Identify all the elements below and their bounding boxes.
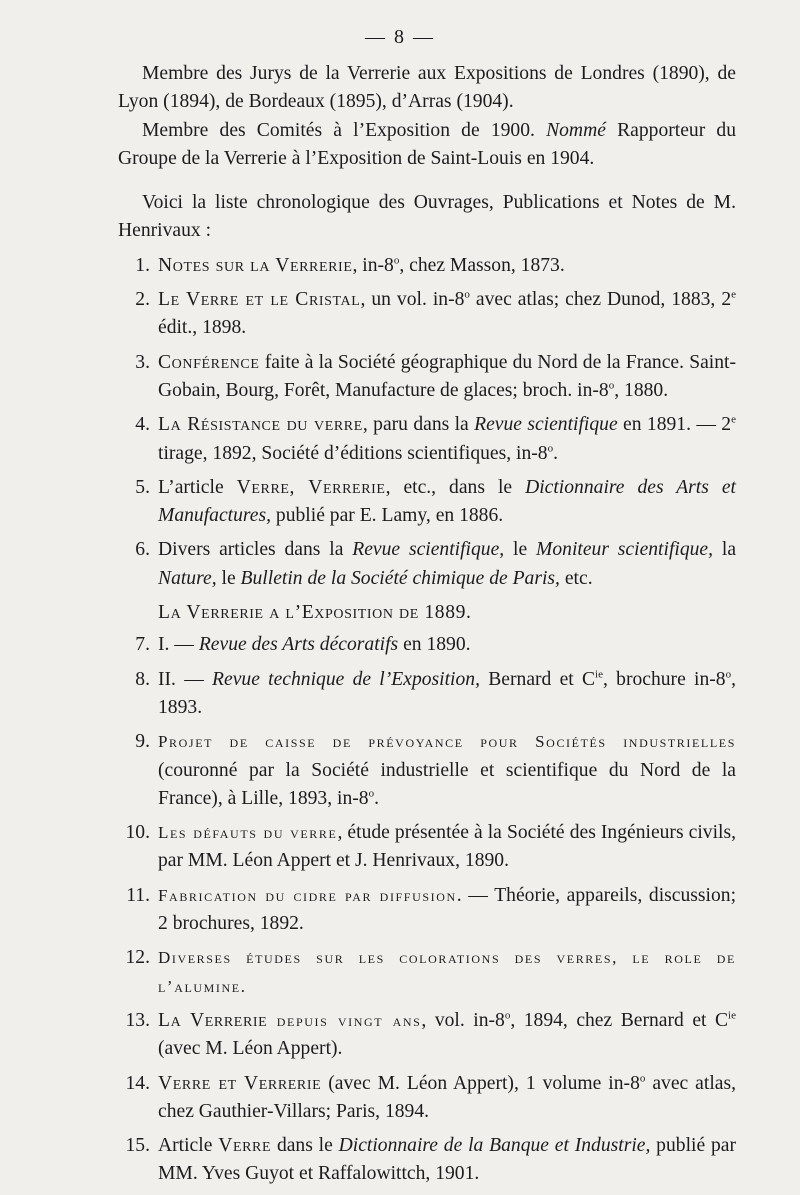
item-text: . [374,787,379,809]
item-number: 12. [125,947,150,969]
item-text: Revue technique de l’Exposition, [212,668,480,690]
list-item [118,252,736,280]
item-text: , un vol. in-8 [360,289,465,311]
item-text: le [504,539,537,561]
list-item [118,1007,736,1064]
item-text: , paru dans la [362,414,475,436]
paragraph-committees-text-end: Rapporteur du Groupe de la Verrerie à l’Exposition de Saint-Louis en 1904. [118,119,736,169]
item-text: Revue scientifique [474,414,618,436]
item-text: Notes sur la Verrerie [158,254,353,276]
item-text: Diverses études sur les colorations des verres, le role de l’alumine. [158,948,736,996]
item-text: , etc., dans le [385,476,526,498]
item-text: en 1891. — 2 [617,414,732,436]
works-list [118,252,736,1189]
item-text: . [553,442,559,464]
item-text: La Verrerie a l’Exposition de 1889. [158,602,472,624]
item-text: , 1894, chez Bernard et C [510,1009,729,1031]
list-item [118,728,736,813]
list-item [118,411,736,468]
item-text: o [547,442,554,455]
item-text: La Résistance du verre [158,414,363,436]
item-text: le [216,567,241,589]
list-item [118,819,736,876]
item-number: 3. [135,351,150,373]
item-number: 8. [135,668,150,690]
item-text: , étude présentée à la Société des Ingénieurs civils, par MM. Léon Appert et J. Henrivaux, 1890. [158,822,737,872]
page-number: — 8 — [365,26,435,48]
item-text: o [393,254,400,267]
item-text: tirage, 1892, Société d’éditions scientifiques, in-8 [158,442,548,464]
item-text: Verre [218,1135,272,1157]
item-number: 2. [135,289,150,311]
item-text: , 1880. [614,379,669,401]
item-text: I. — [158,634,199,656]
item-number: 11. [126,884,150,906]
item-text: en 1890. [398,634,471,656]
item-text: e [731,288,737,301]
list-item [118,349,736,406]
item-text: o [608,379,615,392]
item-text: Dictionnaire des Arts et Manufactures, [158,476,736,527]
item-text: Bernard et C [479,668,596,690]
list-item [118,1132,736,1189]
list-item [118,944,736,1001]
item-text: publié par E. Lamy, en 1886. [271,505,504,527]
list-item [118,1070,736,1127]
item-text: avec atlas; chez Dunod, 1883, 2 [469,289,732,311]
item-number: 14. [125,1072,150,1094]
item-text: Conférence [158,351,260,373]
item-text: Nature, [158,567,217,589]
item-text: Dictionnaire de la Banque et Industrie, [338,1135,651,1157]
item-number: 1. [135,254,150,276]
item-text: e [731,413,736,426]
item-number: 4. [135,414,150,436]
item-number: 13. [125,1009,150,1031]
item-text: etc. [559,567,593,589]
item-text: (couronné par la Société industrielle et scientifique du Nord de la France), à Lille, 1893, in-8 [158,759,736,809]
item-text: publié par MM. Yves Guyot et Raffalowittch, 1901. [158,1135,736,1185]
item-text: II. — [158,668,213,690]
item-text: Divers articles dans la [158,539,353,561]
item-text: (avec M. Léon Appert). [158,1038,343,1060]
item-text: Fabrication du cidre par diffusion [158,885,457,905]
list-item [118,666,736,723]
item-text: , brochure in-8 [603,668,726,690]
item-number: 7. [135,634,150,656]
item-text: (avec M. Léon Appert), 1 volume in-8 [321,1072,640,1094]
paragraph-committees-emphasis: Nommé [546,119,606,141]
item-text: ie [728,1009,736,1022]
item-text: Bulletin de la Société chimique de Paris, [240,567,560,589]
paragraph-list-intro: Voici la liste chronologique des Ouvrages, Publications et Notes de M. Henrivaux : [118,192,736,242]
item-text: Verre, Verrerie [236,476,386,498]
page-body [118,60,736,1195]
item-text: , chez Masson, 1873. [399,254,565,276]
item-text: o [368,787,375,800]
list-item [118,631,736,659]
item-text: o [504,1009,511,1022]
item-text: o [725,668,732,681]
item-text: o [464,288,470,301]
item-text: ie [595,668,603,681]
item-text: Revue des Arts décoratifs [198,634,399,656]
item-text: Article [158,1135,219,1157]
item-text: Verre et Verrerie [158,1072,322,1094]
item-text: , 1893. [158,668,736,718]
list-item [118,882,736,939]
item-text: faite à la Société géographique du Nord de la France. Saint-Gobain, Bourg, Forêt, Manufacture de glaces; broch. in-8 [158,351,736,401]
item-text: la [713,539,737,561]
item-text: o [639,1071,646,1084]
item-text: , in-8 [352,254,394,276]
list-item [118,474,736,531]
paragraph-committees-text: Membre des Comités à l’Exposition de 1900. [142,119,547,141]
item-number: 9. [135,731,150,753]
item-text: . — Théorie, appareils, discussion; 2 brochures, 1892. [158,884,737,935]
item-text: avec atlas, chez Gauthier-Villars; Paris, 1894. [158,1072,736,1122]
item-text: La Verrerie [158,1009,268,1031]
item-text: depuis vingt ans [267,1010,422,1030]
item-text: L’article [158,476,237,498]
item-number: 15. [125,1135,150,1157]
list-subheading [118,599,736,627]
item-text: dans le [271,1135,339,1157]
item-number: 6. [135,539,150,561]
item-text: édit., 1898. [158,317,247,339]
item-text: Moniteur scientifique, [536,539,714,561]
item-text: Revue scientifique, [352,539,505,561]
item-text: Projet de caisse de prévoyance pour Sociétés industrielles [158,732,736,752]
item-text: Le Verre et le Cristal [158,289,361,311]
paragraph-juries: Membre des Jurys de la Verrerie aux Expositions de Londres (1890), de Lyon (1894), de Bordeaux (1895), d’Arras (1904). [118,63,736,113]
list-item [118,286,736,343]
item-number: 5. [135,476,150,498]
item-text: , vol. in-8 [421,1009,505,1031]
paragraph-committees [118,117,736,174]
item-number: 10. [125,822,150,844]
item-text: Les défauts du verre [158,823,338,843]
list-item [118,536,736,593]
